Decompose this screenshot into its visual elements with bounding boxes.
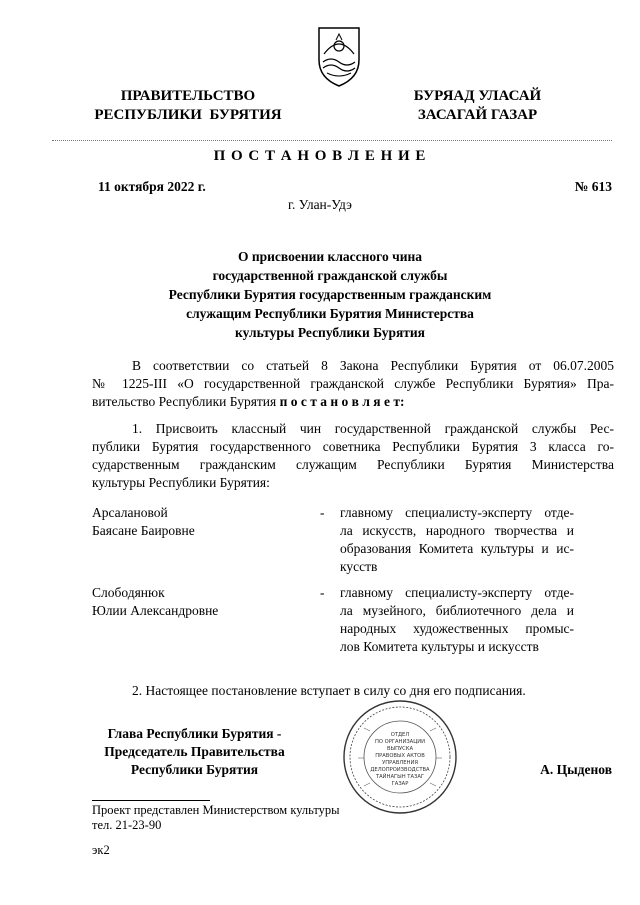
title-line: служащим Республики Бурятия Министерства [186,306,474,321]
preamble-line: В соответствии со статьей 8 Закона Республики Бурятия от 06.07.2005 [132,358,614,373]
item1-line: культуры Республики Бурятия: [92,475,270,490]
position-line: главному специалисту-эксперту отде- [340,585,574,600]
position-line: кусств [340,559,378,574]
item1-line: сударственным гражданским служащим Республики Бурятия Министерства [92,457,614,472]
person-position [340,584,574,656]
document-type: П О С Т А Н О В Л Е Н И Е [213,148,427,164]
footer-phone: тел. 21-23-90 [92,818,162,832]
footer-rule [92,800,210,801]
header-left-line1: ПРАВИТЕЛЬСТВО [120,88,256,104]
signatory-name: А. Цыденов [540,762,612,777]
official-seal-icon [340,698,460,816]
person-surname: Арсалановой [92,505,168,520]
footer-code: эк2 [92,843,110,857]
preamble-line [92,393,614,411]
seal-text: ПРАВОВЫХ АКТОВ [375,753,425,759]
signatory-line: Республики Бурятия [130,762,259,777]
position-line: лов Комитета культуры и искусств [340,639,539,654]
header-left-line2: РЕСПУБЛИКИ БУРЯТИЯ [94,107,282,123]
person-surname: Слободянюк [92,585,165,600]
header-government-bua [390,87,565,125]
seal-text: ДЕЛОПРОИЗВОДСТВА [370,767,430,773]
header-divider [52,140,612,141]
seal-text: ГАЗАР [391,781,409,787]
seal-text: ПО ОРГАНИЗАЦИИ [374,739,426,745]
seal-text: ВЫПУСКА [386,746,414,752]
title-line: культуры Республики Бурятия [235,325,425,340]
item-1 [92,420,614,492]
preamble [92,357,614,411]
person-row [92,584,614,656]
signatory-line: Глава Республики Бурятия - [107,726,282,741]
person-name: Юлии Александровне [92,603,219,618]
document-title [100,247,560,342]
item1-line: публики Бурятия государственного советника Республики Бурятия 3 класса го- [92,439,614,454]
footer [92,803,340,858]
document-date: 11 октября 2022 г. [98,179,206,194]
preamble-line: № 1225-III «О государственной гражданской службе Республики Бурятия» Пра- [92,376,614,391]
header-government-ru [88,87,288,125]
footer-project-note: Проект представлен Министерством культуры [92,803,340,817]
position-line: образования Комитета культуры и ис- [340,541,574,556]
position-line: народных художественных промыс- [340,621,574,636]
title-line: О присвоении классного чина [237,249,423,264]
position-line: ла музейного, библиотечного дела и [340,603,574,618]
signatory-title [92,725,297,779]
header-right-line1: БУРЯАД УЛАСАЙ [413,88,542,104]
signatory-line: Председатель Правительства [104,744,285,759]
preamble-line3-text: вительство Республики Бурятия [92,394,280,409]
seal-text: ТАЙНАГЫН ТАЗАГ [375,774,425,780]
header-right-line2: ЗАСАГАЙ ГАЗАР [417,107,538,123]
seal-text: УПРАВЛЕНИЯ [382,760,418,766]
person-position [340,504,574,576]
item1-line: 1. Присвоить классный чин государственной гражданской службы Рес- [132,421,614,436]
item-2: 2. Настоящее постановление вступает в силу со дня его подписания. [132,683,526,698]
person-name: Баясане Баировне [92,523,195,538]
position-line: ла искусств, народного творчества и [340,523,574,538]
person-dash: - [320,505,325,520]
title-line: государственной гражданской службы [212,268,448,283]
document-city: г. Улан-Удэ [288,197,352,212]
coat-of-arms-icon [314,24,364,88]
title-line: Республики Бурятия государственным гражданским [168,287,492,302]
seal-text: ОТДЕЛ [390,732,410,738]
document-number: № 613 [574,179,612,194]
resolves-word: п о с т а н о в л я е т: [279,394,405,409]
person-dash: - [320,585,325,600]
person-row [92,504,614,576]
position-line: главному специалисту-эксперту отде- [340,505,574,520]
